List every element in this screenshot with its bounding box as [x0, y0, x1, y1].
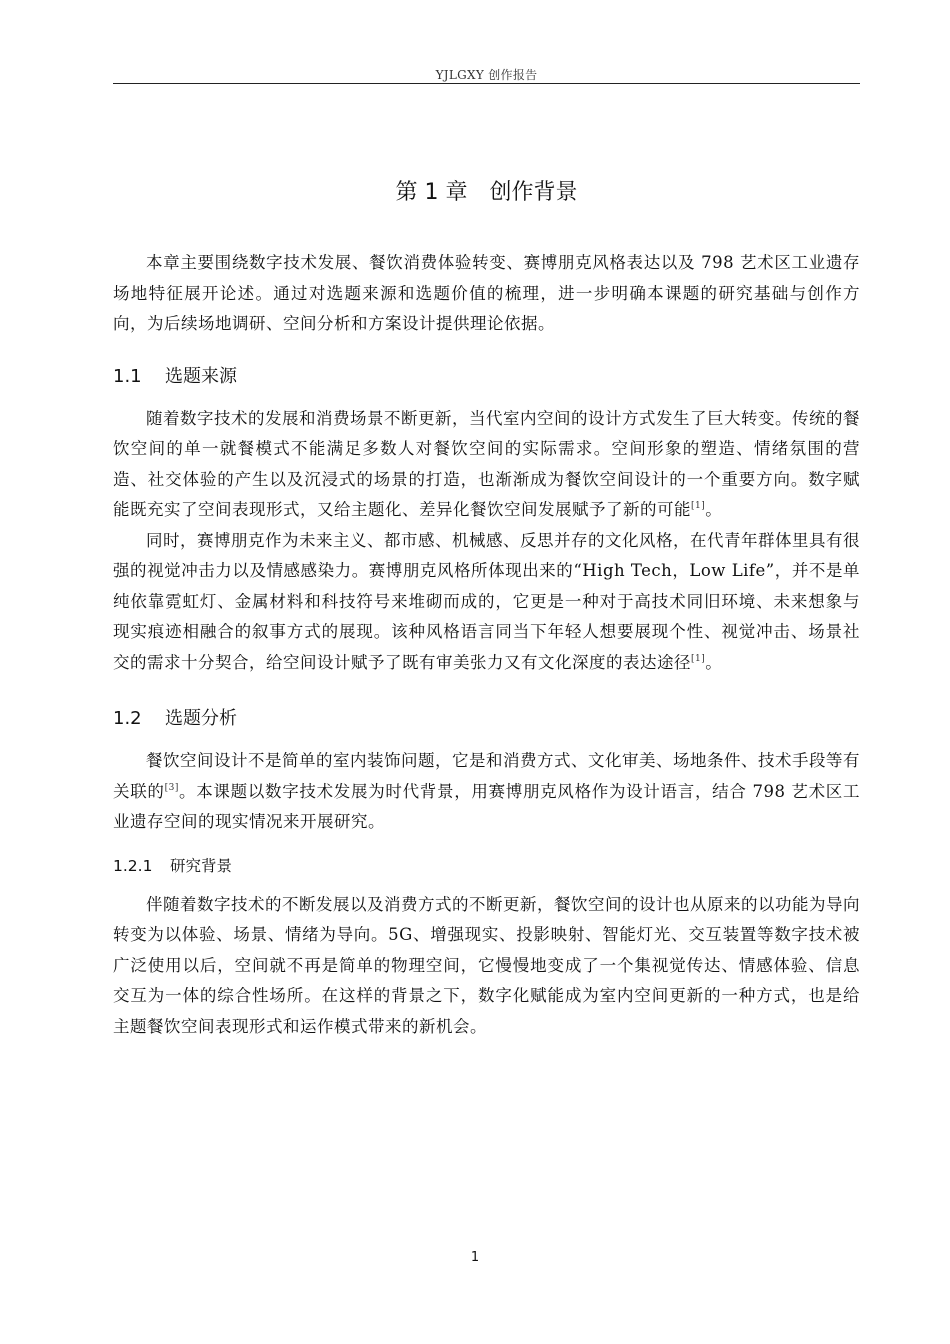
- section-title: 选题来源: [165, 365, 237, 387]
- section-heading-1-2: [113, 704, 860, 734]
- section-heading-1-1: [113, 362, 860, 392]
- section-1-1-paragraph-1: 随着数字技术的发展和消费场景不断更新，当代室内空间的设计方式发生了巨大转变。传统的餐饮空间的单一就餐模式不能满足多数人对餐饮空间的实际需求。空间形象的塑造、情绪氛围的营造、社交体验的产生以及沉浸式的场景的打造，也渐渐成为餐饮空间设计的一个重要方向。数字赋能既充实了空间表现形式，又给主题化、差异化餐饮空间发展赋予了新的可能[1]。: [113, 408, 860, 519]
- section-1-1-paragraph-2: 同时，赛博朋克作为未来主义、都市感、机械感、反思并存的文化风格，在代青年群体里具有很强的视觉冲击力以及情感感染力。赛博朋克风格所体现出来的“High Tech，Low Life”，并不是单纯依靠霓虹灯、金属材料和科技符号来堆砌而成的，它更是一种对于高技术同旧环境、未来想象与现实痕迹相融合的叙事方式的展现。该种风格语言同当下年轻人想要展现个性、视觉冲击、场景社交的需求十分契合，给空间设计赋予了既有审美张力又有文化深度的表达途径[1]。: [113, 530, 860, 672]
- chapter-title: [113, 176, 860, 210]
- chapter-title-text: 创作背景: [489, 180, 578, 205]
- citation: [1]: [691, 501, 706, 511]
- section-number: 1.2: [113, 708, 142, 729]
- section-1-2-1-paragraph-1: 伴随着数字技术的不断发展以及消费方式的不断更新，餐饮空间的设计也从原来的以功能为导向转变为以体验、场景、情绪为导向。5G、增强现实、投影映射、智能灯光、交互装置等数字技术被广泛使用以后，空间就不再是简单的物理空间，它慢慢地变成了一个集视觉传达、情感体验、信息交互为一体的综合性场所。在这样的背景之下，数字化赋能成为室内空间更新的一种方式，也是给主题餐饮空间表现形式和运作模式带来的新机会。: [113, 894, 860, 1036]
- chapter-intro-paragraph: 本章主要围绕数字技术发展、餐饮消费体验转变、赛博朋克风格表达以及 798 艺术区工业遗存场地特征展开论述。通过对选题来源和选题价值的梳理，进一步明确本课题的研究基础与创作方向，为后续场地调研、空间分析和方案设计提供理论依据。: [113, 253, 860, 333]
- citation: [1]: [691, 653, 706, 664]
- section-number: 1.1: [113, 365, 142, 387]
- page-number: 1: [470, 1250, 480, 1265]
- page-content: [113, 176, 860, 1042]
- header-rule: [113, 83, 860, 84]
- subsection-title: 研究背景: [170, 856, 233, 875]
- section-1-2-paragraph-1: 餐饮空间设计不是简单的室内装饰问题，它是和消费方式、文化审美、场地条件、技术手段等有关联的[3]。本课题以数字技术发展为时代背景，用赛博朋克风格作为设计语言，结合 798 艺术区工业遗存空间的现实情况来开展研究。: [113, 751, 861, 831]
- subsection-heading-1-2-1: [113, 852, 860, 880]
- running-header: YJLGXY 创作报告: [435, 68, 538, 82]
- citation: [3]: [164, 782, 179, 793]
- subsection-number: 1.2.1: [113, 856, 153, 875]
- chapter-number: 第 1 章: [395, 180, 468, 205]
- section-title: 选题分析: [165, 708, 237, 729]
